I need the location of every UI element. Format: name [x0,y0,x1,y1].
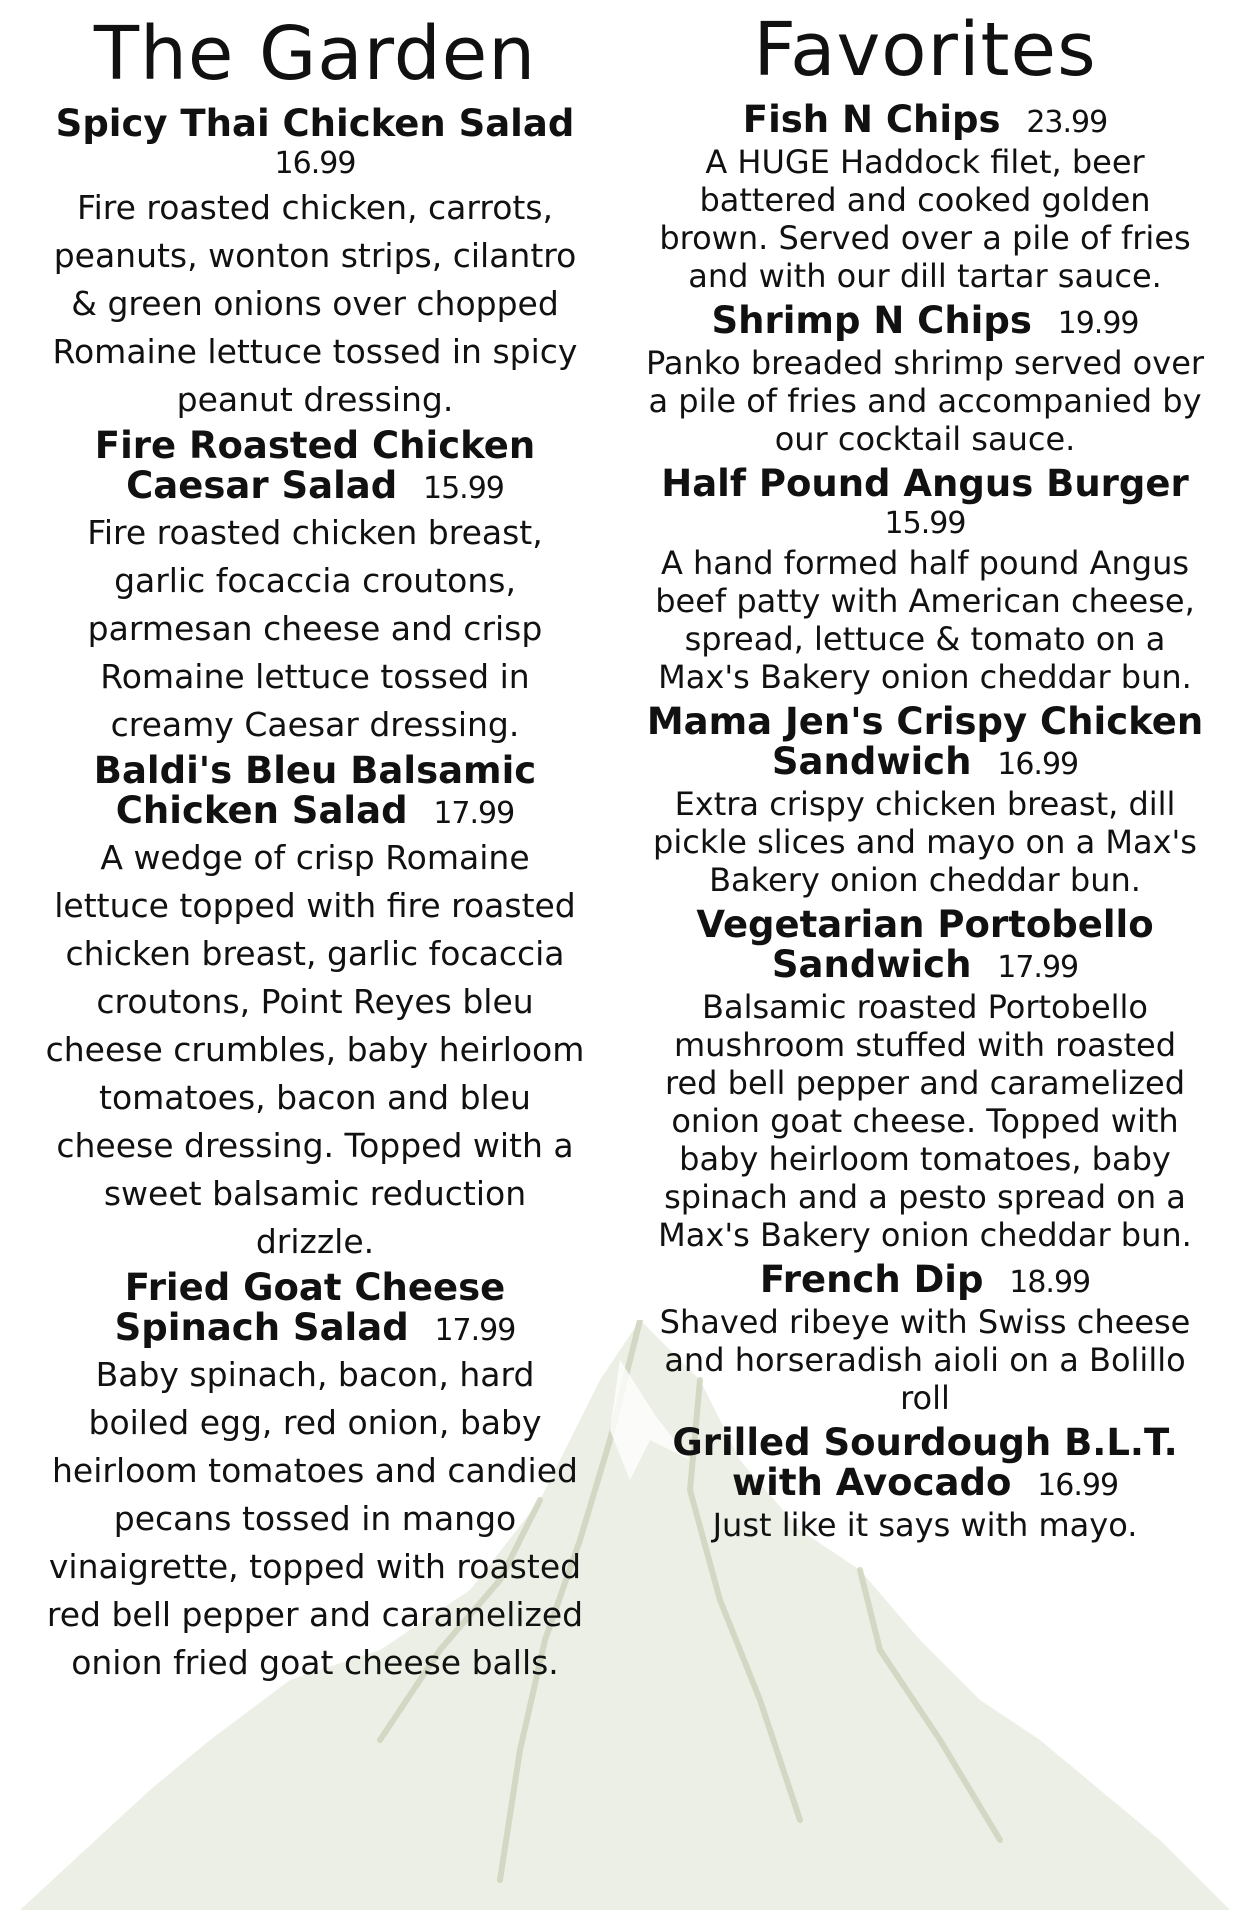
menu-item [645,464,1205,696]
item-price: 17.99 [433,796,515,831]
item-name-line [45,426,585,509]
item-name-line [45,1268,585,1351]
item-name: Fried Goat Cheese Spinach Salad [114,1266,506,1349]
item-description: A HUGE Haddock filet, beer battered and cooked golden brown. Served over a pile of fries and with our dill tartar sauce. [659,143,1191,295]
item-name: French Dip [759,1258,984,1301]
item-price: 17.99 [997,950,1079,985]
favorites-column [645,0,1205,1550]
item-description: Fire roasted chicken breast, garlic focaccia croutons, parmesan cheese and crisp Romaine lettuce tossed in creamy Caesar dressing. [87,513,543,744]
item-name-line [645,301,1205,344]
item-name-line [645,702,1205,785]
item-price: 16.99 [274,146,356,181]
garden-column [45,0,585,1689]
item-name: Baldi's Bleu Balsamic Chicken Salad [93,749,537,832]
menu-item [645,1423,1205,1544]
item-name-line [45,751,585,834]
item-price: 19.99 [1057,306,1139,341]
item-price: 15.99 [884,506,966,541]
item-description: Fire roasted chicken, carrots, peanuts, wonton strips, cilantro & green onions over chopped Romaine lettuce tossed in spicy peanut dressing. [52,188,578,419]
item-description: Balsamic roasted Portobello mushroom stuffed with roasted red bell pepper and caramelized onion goat cheese. Topped with baby heirloom tomatoes, baby spinach and a pesto spread on a Max's Bakery onion cheddar bun. [658,988,1192,1254]
item-price: 17.99 [434,1313,516,1348]
item-name-line [645,1423,1205,1506]
menu-item [645,702,1205,899]
item-description: Just like it says with mayo. [712,1506,1138,1544]
item-name: Mama Jen's Crispy Chicken Sandwich [646,700,1204,783]
item-description: Baby spinach, bacon, hard boiled egg, red onion, baby heirloom tomatoes and candied pecans tossed in mango vinaigrette, topped with roasted red bell pepper and caramelized onion fried goat cheese balls. [46,1355,584,1682]
item-name: Half Pound Angus Burger [661,462,1189,505]
item-description: A hand formed half pound Angus beef patty with American cheese, spread, lettuce & tomato on a Max's Bakery onion cheddar bun. [655,544,1195,696]
item-description: Panko breaded shrimp served over a pile of fries and accompanied by our cocktail sauce. [645,344,1205,458]
section-title-favorites: Favorites [753,7,1097,93]
item-name-line [645,905,1205,988]
menu-item [645,100,1205,295]
item-description: Extra crispy chicken breast, dill pickle slices and mayo on a Max's Bakery onion cheddar bun. [653,785,1197,899]
item-name: Fire Roasted Chicken Caesar Salad [94,424,536,507]
item-price: 16.99 [997,747,1079,782]
item-price: 23.99 [1026,105,1108,140]
item-name: Fish N Chips [742,98,1001,141]
item-name: Vegetarian Portobello Sandwich [696,903,1154,986]
item-name: Spicy Thai Chicken Salad [55,102,575,145]
menu-item [45,1268,585,1687]
menu-item [45,426,585,749]
menu-item [645,905,1205,1254]
item-price: 18.99 [1009,1265,1091,1300]
item-name-line [645,1260,1205,1303]
menu-item [645,301,1205,458]
item-name-line [645,100,1205,143]
item-price: 16.99 [1037,1468,1119,1503]
item-name: Shrimp N Chips [711,299,1032,342]
menu-item [645,1260,1205,1417]
item-price: 15.99 [422,471,504,506]
item-description: A wedge of crisp Romaine lettuce topped with fire roasted chicken breast, garlic focaccia croutons, Point Reyes bleu cheese crumbles, baby heirloom tomatoes, bacon and bleu cheese dressing. Topped with a sweet balsamic reduction drizzle. [45,838,585,1261]
section-title-garden: The Garden [93,11,537,97]
menu-item [45,751,585,1266]
item-description: Shaved ribeye with Swiss cheese and horseradish aioli on a Bolillo roll [659,1303,1191,1417]
menu-item [45,104,585,424]
item-name: Grilled Sourdough B.L.T. with Avocado [672,1421,1178,1504]
